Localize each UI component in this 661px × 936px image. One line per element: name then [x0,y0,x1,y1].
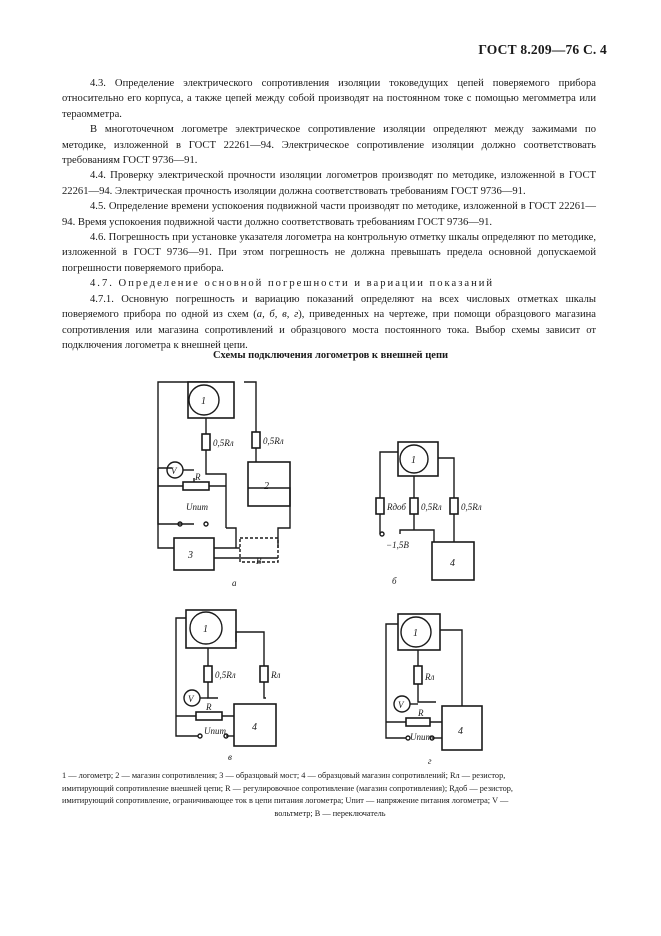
body-text [62,76,596,353]
regulating-resistor-v [196,712,222,720]
resistor-rl-v [260,666,268,682]
r-label-v: R [206,702,212,712]
voltmeter-label-v: V [188,694,194,704]
half-rl-label-b2: 0,5Rл [461,502,482,512]
logometer-label-v: 1 [203,624,208,635]
diagram-b [370,438,500,588]
p7-start: 4.7.1. Основную погрешность и вариацию показаний определяют на всех числовых отметках шкалы поверяемого прибора по одной из схем ( [62,293,596,321]
resistor-half-rl-2 [252,432,260,448]
bridge-3 [174,538,214,570]
legend-line-3: имитирующий сопротивление, ограничивающее ток в цепи питания логометра; Uпит — напряжение питания логометра; V — [62,796,509,806]
caption-a: а [232,578,237,588]
upit-label-v: Uпит [204,726,226,736]
page-header: ГОСТ 8.209—76 С. 4 [478,42,607,57]
diagram-g [378,610,508,768]
voltmeter-label-g: V [398,700,404,710]
caption-v: в [228,752,232,762]
regulating-resistor-g [406,718,430,726]
switch-label: В [256,556,262,566]
rl-label-g: Rл [425,672,435,682]
radd-label: Rдоб [387,502,406,512]
paragraph-4-4: 4.4. Проверку электрической прочности изоляции логометров производят по методике, изложенной в ГОСТ 22261—94. Электрическая прочность изоляции должна соответствовать требованиям ГОСТ 9736—91. [62,170,596,197]
legend-line-1: 1 — логометр; 2 — магазин сопротивления; 3 — образцовый мост; 4 — образцовый магазин сопротивлений; Rл — резистор, [62,771,506,780]
minus-label: −1,5В [386,540,409,550]
box-4-label-g: 4 [458,726,463,737]
paragraph-4-3: 4.3. Определение электрического сопротивления изоляции токоведущих цепей поверяемого прибора относительно его корпуса, а также цепей между собой производят на постоянном токе с помощью мегомметра или тераомметра. [62,78,596,120]
box-2-label: 2 [264,481,269,492]
caption-g: г [428,756,432,766]
rl-label-v: Rл [271,670,281,680]
logometer-label-b: 1 [411,455,416,466]
logometer-1-box-g [398,614,440,650]
regulating-resistor [183,482,209,490]
paragraph-insulation: В многоточечном логометре электрическое сопротивление изоляции определяют между зажимами по методике, изложенной в ГОСТ 22261—94. Электрическое сопротивление изоляции должно соответствовать требованиям ГОСТ 9736—91. [62,124,596,167]
half-rl-label-v1: 0,5Rл [215,670,236,680]
legend-line-4: вольтметр; В — переключатель [274,808,386,818]
logometer-label-g: 1 [413,628,418,639]
upit-label-a: Uпит [186,502,208,512]
resistor-half-rl-b1 [410,498,418,514]
diagram-v [168,606,308,766]
resistor-rl-g [414,666,422,684]
box-4-label-b: 4 [450,558,455,569]
logometer-1-box-b [398,442,438,476]
paragraph-4-5: 4.5. Определение времени успокоения подвижной части производят по методике, изложенной в ГОСТ 22261—94. Время успокоения подвижной части должно соответствовать требованиям ГОСТ 9736—91. [62,201,596,228]
half-rl-label-b1: 0,5Rл [421,502,442,512]
half-rl-label-2: 0,5Rл [263,436,284,446]
paragraph-4-6: 4.6. Погрешность при установке указателя логометра на контрольную отметку шкалы определяют по методике, изложенной в ГОСТ 9736—91. При этом погрешность не должна превышать предела основной допускаемой погрешности поверяемого прибора. [62,232,596,274]
p7-end: ), приведенных на чертеже, при помощи образцового магазина сопротивления или магазина сопротивлений и образцового моста постоянного тока. Выбор схемы зависит от подключения логометра к внешней цепи. [62,309,596,351]
box-3-label: 3 [188,550,193,561]
logometer-label: 1 [201,396,206,407]
box-4-label-v: 4 [252,722,257,733]
voltmeter-label: V [171,466,177,476]
paragraph-4-7: 4.7. Определение основной погрешности и вариации показаний [90,278,495,290]
resistor-half-rl-1 [202,434,210,450]
figure-title: Схемы подключения логометров к внешней цепи [212,350,449,361]
resistance-box-2 [248,462,290,506]
resistor-half-rl-b2 [450,498,458,514]
half-rl-label-1: 0,5Rл [213,438,234,448]
r-label: R [195,472,201,482]
resistor-radd [376,498,384,514]
upit-label-g: Uпит [410,732,432,742]
figure-legend [62,770,598,820]
diagram-a [150,378,310,593]
p7-letters: а, б, в, г [256,309,299,321]
logometer-1-box-v [186,610,236,648]
resistor-half-rl-v1 [204,666,212,682]
r-label-g: R [418,708,424,718]
legend-line-2: имитирующий сопротивление внешней цепи; R — регулировочное сопротивление (магазин сопротивления); Rдоб — резистор, [62,783,513,793]
paragraph-4-7-1 [62,292,596,354]
caption-b: б [392,576,397,586]
